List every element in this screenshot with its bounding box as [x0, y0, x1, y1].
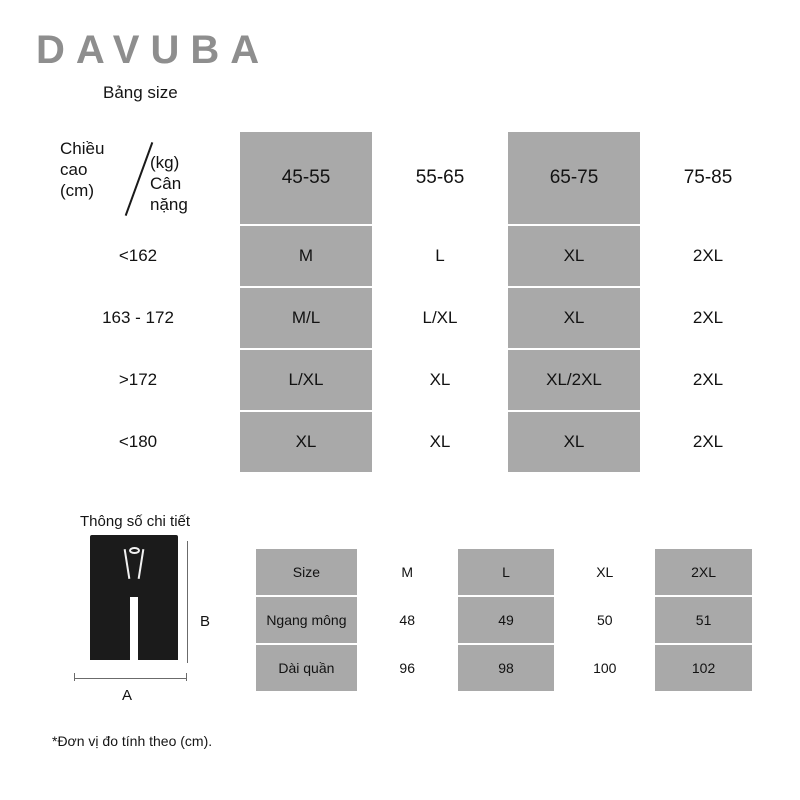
table-row — [38, 412, 774, 472]
cell-size: L/XL — [240, 350, 372, 410]
detail-section-title: Thông số chi tiết — [80, 513, 191, 530]
spec-cell: 98 — [458, 645, 555, 691]
table-header-row — [38, 132, 774, 224]
cell-size: 2XL — [642, 288, 774, 348]
spec-cell: 48 — [359, 597, 456, 643]
spec-cell: 50 — [556, 597, 653, 643]
spec-table — [254, 547, 754, 693]
page-title: Bảng size — [103, 83, 178, 102]
pants-inseam-gap — [130, 597, 138, 649]
row-height-label: >172 — [38, 350, 238, 410]
spec-header-size: Size — [256, 549, 357, 595]
cell-size: XL — [240, 412, 372, 472]
spec-header-2xl: 2XL — [655, 549, 752, 595]
spec-cell: 100 — [556, 645, 653, 691]
cell-size: XL — [374, 350, 506, 410]
spec-cell: 102 — [655, 645, 752, 691]
measure-label-b: B — [200, 613, 211, 630]
pants-cuff-right — [138, 647, 178, 660]
cell-size: XL — [508, 226, 640, 286]
cell-size: M — [240, 226, 372, 286]
table-row — [38, 350, 774, 410]
spec-header-row — [256, 549, 752, 595]
measure-tick-right — [186, 673, 187, 681]
cell-size: XL — [374, 412, 506, 472]
cell-size: XL — [508, 412, 640, 472]
brand-logo: DAVUBA — [36, 28, 271, 72]
height-axis-label: Chiều cao (cm) — [60, 139, 105, 200]
weight-col-3: 65-75 — [508, 132, 640, 224]
row-height-label: 163 - 172 — [38, 288, 238, 348]
pants-cuff-left — [90, 647, 130, 660]
spec-row-label: Ngang mông — [256, 597, 357, 643]
cell-size: L — [374, 226, 506, 286]
weight-axis-label: (kg) Cân nặng — [150, 153, 188, 214]
cell-size: 2XL — [642, 226, 774, 286]
spec-cell: 96 — [359, 645, 456, 691]
spec-row — [256, 645, 752, 691]
cell-size: XL — [508, 288, 640, 348]
spec-row — [256, 597, 752, 643]
pants-diagram — [60, 535, 250, 715]
size-table — [36, 130, 764, 474]
footnote: *Đơn vị đo tính theo (cm). — [52, 733, 213, 749]
spec-header-l: L — [458, 549, 555, 595]
row-height-label: <180 — [38, 412, 238, 472]
spec-cell: 49 — [458, 597, 555, 643]
axis-header-cell — [38, 132, 238, 224]
weight-col-2: 55-65 — [374, 132, 506, 224]
spec-row-label: Dài quần — [256, 645, 357, 691]
weight-col-4: 75-85 — [642, 132, 774, 224]
cell-size: 2XL — [642, 412, 774, 472]
drawstring-knot — [129, 547, 140, 554]
table-row — [38, 226, 774, 286]
table-row — [38, 288, 774, 348]
weight-col-1: 45-55 — [240, 132, 372, 224]
cell-size: L/XL — [374, 288, 506, 348]
measure-tick-left — [74, 673, 75, 681]
pants-icon — [90, 535, 178, 663]
spec-header-m: M — [359, 549, 456, 595]
spec-cell: 51 — [655, 597, 752, 643]
cell-size: XL/2XL — [508, 350, 640, 410]
measure-line-horizontal — [74, 678, 186, 679]
measure-line-vertical — [187, 541, 188, 663]
cell-size: 2XL — [642, 350, 774, 410]
spec-header-xl: XL — [556, 549, 653, 595]
cell-size: M/L — [240, 288, 372, 348]
measure-label-a: A — [122, 687, 133, 704]
row-height-label: <162 — [38, 226, 238, 286]
